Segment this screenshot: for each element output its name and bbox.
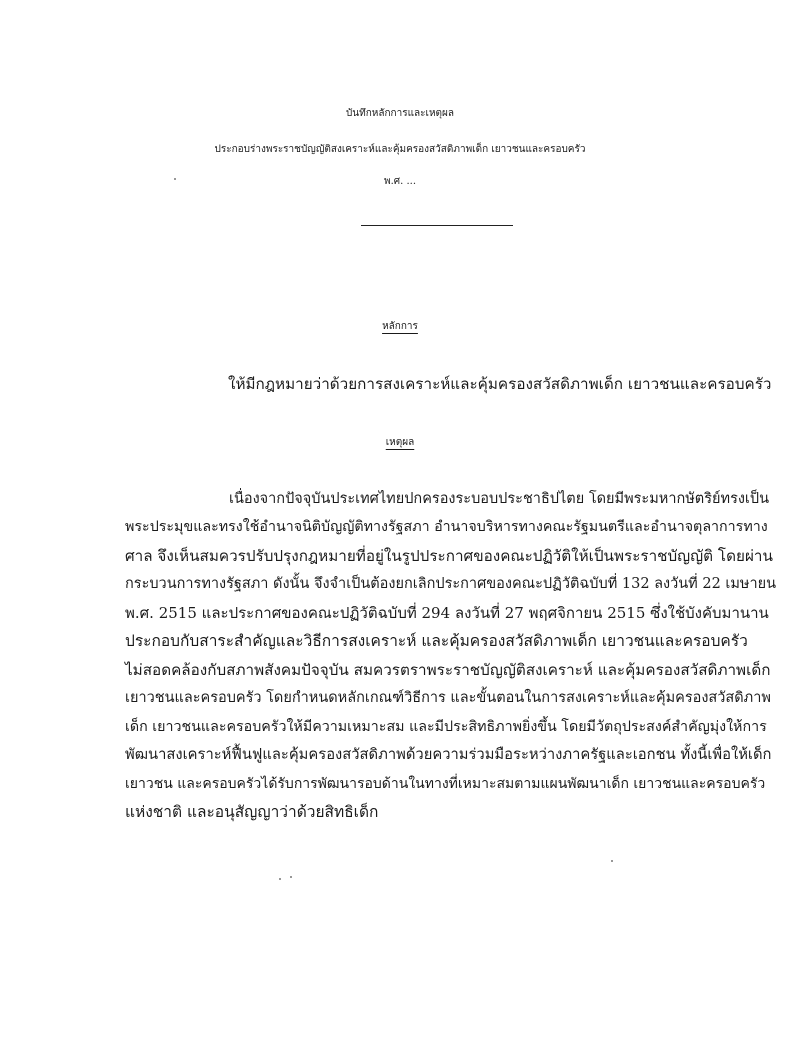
- scan-speck: [174, 178, 176, 180]
- principle-heading: หลักการ: [382, 321, 418, 332]
- scan-speck: [611, 860, 613, 862]
- reason-line-5: พ.ศ. 2515 และประกาศของคณะปฏิวัติฉบับที่ 294 ลงวันที่ 27 พฤศจิกายน 2515 ซึ่งใช้บังคับมานาน: [125, 604, 769, 622]
- memo-subtitle: ประกอบร่างพระราชบัญญัติสงเคราะห์และคุ้มครองสวัสดิภาพเด็ก เยาวชนและครอบครัว: [214, 144, 586, 155]
- principle-text: ให้มีกฎหมายว่าด้วยการสงเคราะห์และคุ้มครองสวัสดิภาพเด็ก เยาวชนและครอบครัว: [228, 375, 772, 393]
- reason-line-3: ศาล จึงเห็นสมควรปรับปรุงกฎหมายที่อยู่ในรูปประกาศของคณะปฏิวัติให้เป็นพระราชบัญญัติ โดยผ่าน: [125, 547, 773, 565]
- title-divider: [361, 225, 513, 226]
- reason-heading: เหตุผล: [385, 437, 415, 448]
- memo-year: พ.ศ. ...: [383, 176, 416, 187]
- reason-line-12: แห่งชาติ และอนุสัญญาว่าด้วยสิทธิเด็ก: [125, 803, 379, 821]
- reason-line-9: เด็ก เยาวชนและครอบครัวให้มีความเหมาะสม และมีประสิทธิภาพยิ่งขึ้น โดยมีวัตถุประสงค์สำคัญมุ่งให้การ: [125, 719, 767, 735]
- reason-line-11: เยาวชน และครอบครัวได้รับการพัฒนารอบด้านในทางที่เหมาะสมตามแผนพัฒนาเด็ก เยาวชนและครอบครัว: [125, 776, 766, 792]
- reason-line-7: ไม่สอดคล้องกับสภาพสังคมปัจจุบัน สมควรตราพระราชบัญญัติสงเคราะห์ และคุ้มครองสวัสดิภาพเด็ก: [125, 661, 771, 679]
- reason-line-8: เยาวชนและครอบครัว โดยกำหนดหลักเกณฑ์วิธีการ และขั้นตอนในการสงเคราะห์และคุ้มครองสวัสดิภาพ: [125, 690, 771, 706]
- reason-line-4: กระบวนการทางรัฐสภา ดังนั้น จึงจำเป็นต้องยกเลิกประกาศของคณะปฏิวัติฉบับที่ 132 ลงวันที่ 22 เมษายน: [125, 576, 777, 592]
- scan-speck: [279, 878, 281, 880]
- memo-title: บันทึกหลักการและเหตุผล: [345, 108, 455, 119]
- reason-line-6: ประกอบกับสาระสำคัญและวิธีการสงเคราะห์ และคุ้มครองสวัสดิภาพเด็ก เยาวชนและครอบครัว: [125, 632, 748, 650]
- reason-line-10: พัฒนาสงเคราะห์ฟื้นฟูและคุ้มครองสวัสดิภาพด้วยความร่วมมือระหว่างภาครัฐและเอกชน ทั้งนี้เพื่อให้เด็ก: [125, 746, 772, 763]
- reason-line-2: พระประมุขและทรงใช้อำนาจนิติบัญญัติทางรัฐสภา อำนาจบริหารทางคณะรัฐมนตรีและอำนาจตุลาการทาง: [125, 519, 768, 535]
- reason-line-1: เนื่องจากปัจจุบันประเทศไทยปกครองระบอบประชาธิปไตย โดยมีพระมหากษัตริย์ทรงเป็น: [229, 491, 770, 507]
- scan-speck: [290, 876, 292, 878]
